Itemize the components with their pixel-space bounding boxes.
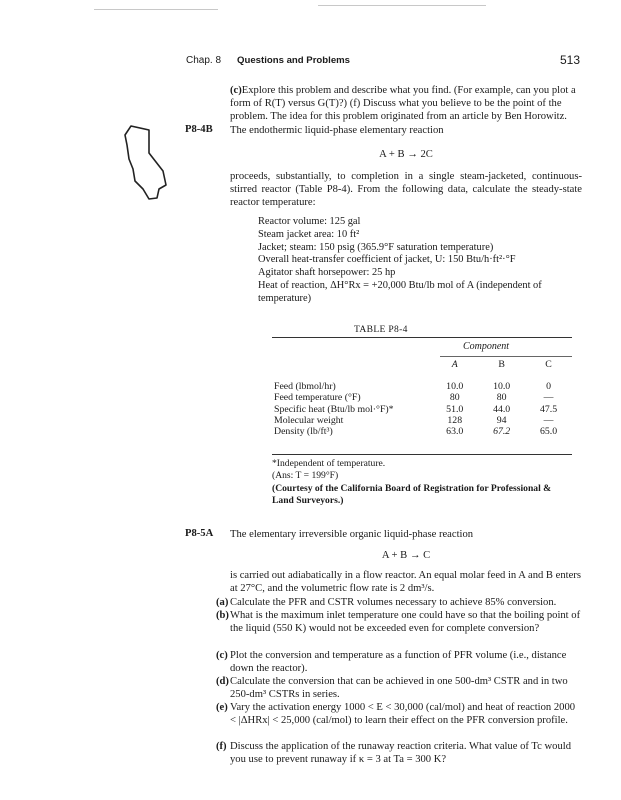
table-row bbox=[272, 415, 572, 426]
cell-b: 94 bbox=[496, 414, 507, 426]
data-heat-of-reaction: Heat of reaction, ΔH°Rx = +20,000 Btu/lb mol of A (independent of temperature) bbox=[258, 279, 542, 304]
cell-b: 10.0 bbox=[493, 381, 511, 393]
data-table bbox=[272, 359, 572, 437]
p85-reaction: A + B → C bbox=[381, 550, 431, 561]
table-bottom-rule bbox=[272, 454, 572, 455]
cell-b: 80 bbox=[496, 392, 507, 404]
cell-a: 128 bbox=[447, 414, 463, 426]
table-top-rule bbox=[272, 337, 572, 338]
data-steam-jacket-area: Steam jacket area: 10 ft² bbox=[258, 228, 360, 240]
cell-c: 0 bbox=[546, 381, 551, 393]
item-key: (c) bbox=[216, 650, 228, 661]
item-key: (a) bbox=[216, 597, 229, 608]
table-row bbox=[272, 404, 572, 415]
data-jacket-steam: Jacket; steam: 150 psig (365.9°F saturation temperature) bbox=[258, 241, 494, 253]
table-component-header: Component bbox=[462, 341, 510, 352]
california-icon bbox=[121, 123, 171, 203]
table-footnote: *Independent of temperature. bbox=[272, 458, 386, 469]
cell-a: 10.0 bbox=[446, 381, 464, 393]
row-label: Feed temperature (°F) bbox=[274, 392, 361, 404]
chapter-label: Chap. 8 bbox=[186, 55, 222, 66]
p84-reaction: A + B → 2C bbox=[379, 149, 433, 160]
p85-item-a bbox=[216, 596, 582, 609]
data-agitator-horsepower: Agitator shaft horsepower: 25 hp bbox=[258, 267, 396, 279]
scan-line-left bbox=[94, 9, 218, 10]
table-title: TABLE P8-4 bbox=[354, 324, 408, 335]
item-key: (b) bbox=[216, 610, 229, 621]
problem-label-p8-5: P8-5A bbox=[185, 528, 214, 539]
col-header-b: B bbox=[498, 359, 505, 370]
cell-c: 47.5 bbox=[539, 403, 558, 415]
p84-part-c-label: (c) bbox=[230, 85, 242, 96]
courtesy-note: (Courtesy of the California Board of Registration for Professional & Land Surveyors.) bbox=[272, 483, 552, 506]
item-text: Vary the activation energy 1000 < E < 30,000 (cal/mol) and heat of reaction 2000 < |ΔHRx| < 25,000 (cal/mol) to learn their effect on the PFR conversion profile. bbox=[230, 702, 576, 727]
p85-item-f bbox=[216, 740, 582, 766]
table-header-row bbox=[272, 359, 572, 370]
cell-a: 63.0 bbox=[446, 426, 464, 438]
cell-c: — bbox=[543, 414, 554, 426]
item-key: (f) bbox=[216, 741, 227, 752]
item-text: Calculate the PFR and CSTR volumes necessary to achieve 85% conversion. bbox=[230, 597, 557, 608]
item-text: Discuss the application of the runaway reaction criteria. What value of Tc would you use to prevent runaway if κ = 3 at Ta = 300 K? bbox=[230, 741, 571, 766]
item-key: (d) bbox=[216, 676, 229, 687]
p85-body: is carried out adiabatically in a flow reactor. An equal molar feed in A and B enters at 27°C, and the volumetric flow rate is 2 dm³/s. bbox=[230, 570, 581, 595]
p84-intro: The endothermic liquid-phase elementary reaction bbox=[230, 125, 444, 136]
row-label: Feed (lbmol/hr) bbox=[274, 381, 336, 393]
p84-body: proceeds, substantially, to completion in a single steam-jacketed, continuous-stirred reactor (Table P8-4). From the following data, calculate the steady-state reactor temperature: bbox=[230, 171, 582, 209]
cell-c: 65.0 bbox=[539, 426, 558, 438]
problem-label-p8-4: P8-4B bbox=[185, 124, 213, 135]
p84-data-list bbox=[258, 216, 584, 306]
item-text: What is the maximum inlet temperature one could have so that the boiling point of the liquid (550 K) would not be exceeded even for complete conversion? bbox=[230, 610, 581, 635]
cell-b: 67.2 bbox=[493, 426, 511, 438]
data-heat-transfer-coefficient: Overall heat-transfer coefficient of jacket, U: 150 Btu/h·ft²·°F bbox=[258, 254, 516, 266]
p85-item-b bbox=[216, 609, 582, 635]
cell-b: 44.0 bbox=[493, 403, 511, 415]
table-row bbox=[272, 392, 572, 403]
cell-c: — bbox=[543, 392, 554, 404]
col-header-c: C bbox=[545, 359, 552, 370]
item-text: Calculate the conversion that can be achieved in one 500-dm³ CSTR and in two 250-dm³ CSTRs in series. bbox=[230, 676, 568, 701]
p84-part-c bbox=[230, 84, 582, 124]
scan-line-right bbox=[318, 5, 486, 6]
answer-text: (Ans: T = 199°F) bbox=[272, 470, 339, 481]
cell-a: 80 bbox=[449, 392, 460, 404]
row-label: Density (lb/ft³) bbox=[274, 426, 333, 438]
cell-a: 51.0 bbox=[446, 403, 464, 415]
table-row bbox=[272, 426, 572, 437]
p85-item-d bbox=[216, 675, 582, 701]
p85-intro: The elementary irreversible organic liquid-phase reaction bbox=[230, 529, 474, 540]
row-label: Molecular weight bbox=[274, 414, 344, 426]
p84-part-c-text: Explore this problem and describe what you find. (For example, can you plot a form of R(T) versus G(T)?) (f) Discuss what you believe to be the point of the problem. The idea for this problem originated from an article by Ben Horowitz. bbox=[230, 85, 576, 123]
table-row bbox=[272, 381, 572, 392]
table-component-rule bbox=[440, 356, 572, 357]
col-header-a: A bbox=[451, 359, 458, 370]
item-text: Plot the conversion and temperature as a function of PFR volume (i.e., distance down the reactor). bbox=[230, 650, 567, 675]
item-key: (e) bbox=[216, 702, 228, 713]
section-title: Questions and Problems bbox=[237, 55, 351, 66]
p85-item-e bbox=[216, 701, 582, 727]
p85-item-c bbox=[216, 649, 582, 675]
page-number: 513 bbox=[560, 53, 581, 67]
row-label: Specific heat (Btu/lb mol·°F)* bbox=[274, 403, 394, 415]
data-reactor-volume: Reactor volume: 125 gal bbox=[258, 216, 361, 227]
